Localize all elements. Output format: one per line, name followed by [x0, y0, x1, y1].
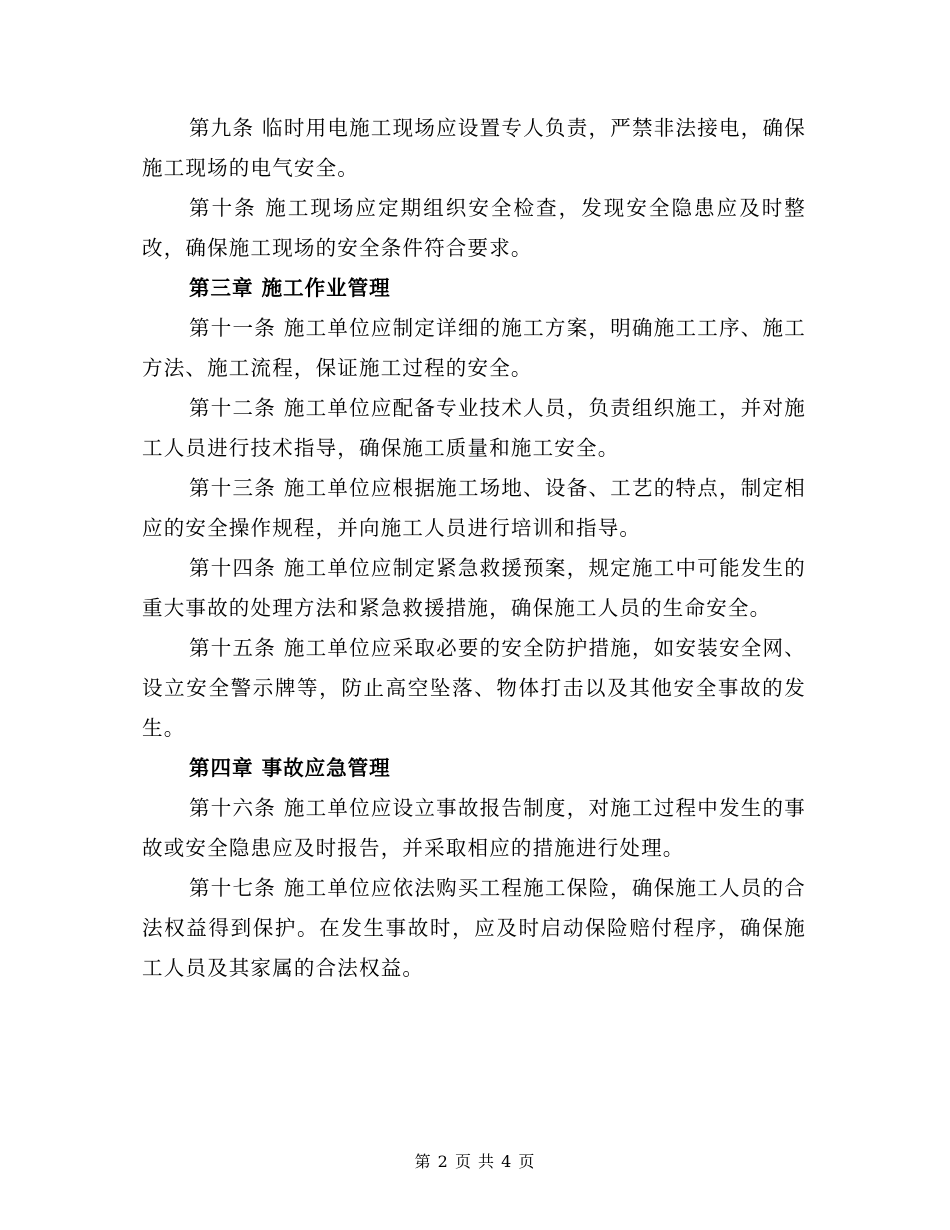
article-11: 第十一条 施工单位应制定详细的施工方案，明确施工工序、施工方法、施工流程，保证施工过程的安全。 — [142, 316, 806, 380]
chapter-3-heading: 第三章 施工作业管理 — [189, 276, 391, 300]
chapter-4-heading: 第四章 事故应急管理 — [189, 756, 391, 780]
article-15: 第十五条 施工单位应采取必要的安全防护措施，如安装安全网、设立安全警示牌等，防止高空坠落、物体打击以及其他安全事故的发生。 — [142, 636, 806, 740]
article-14: 第十四条 施工单位应制定紧急救援预案，规定施工中可能发生的重大事故的处理方法和紧急救援措施，确保施工人员的生命安全。 — [142, 556, 806, 620]
article-16: 第十六条 施工单位应设立事故报告制度，对施工过程中发生的事故或安全隐患应及时报告，并采取相应的措施进行处理。 — [142, 796, 806, 860]
document-body — [142, 108, 806, 988]
article-13: 第十三条 施工单位应根据施工场地、设备、工艺的特点，制定相应的安全操作规程，并向施工人员进行培训和指导。 — [142, 476, 806, 540]
page-number-footer: 第 2 页 共 4 页 — [414, 1152, 536, 1171]
article-10: 第十条 施工现场应定期组织安全检查，发现安全隐患应及时整改，确保施工现场的安全条件符合要求。 — [142, 196, 806, 260]
article-17: 第十七条 施工单位应依法购买工程施工保险，确保施工人员的合法权益得到保护。在发生事故时，应及时启动保险赔付程序，确保施工人员及其家属的合法权益。 — [142, 876, 806, 980]
article-12: 第十二条 施工单位应配备专业技术人员，负责组织施工，并对施工人员进行技术指导，确保施工质量和施工安全。 — [142, 396, 806, 460]
article-9: 第九条 临时用电施工现场应设置专人负责，严禁非法接电，确保施工现场的电气安全。 — [142, 116, 806, 180]
